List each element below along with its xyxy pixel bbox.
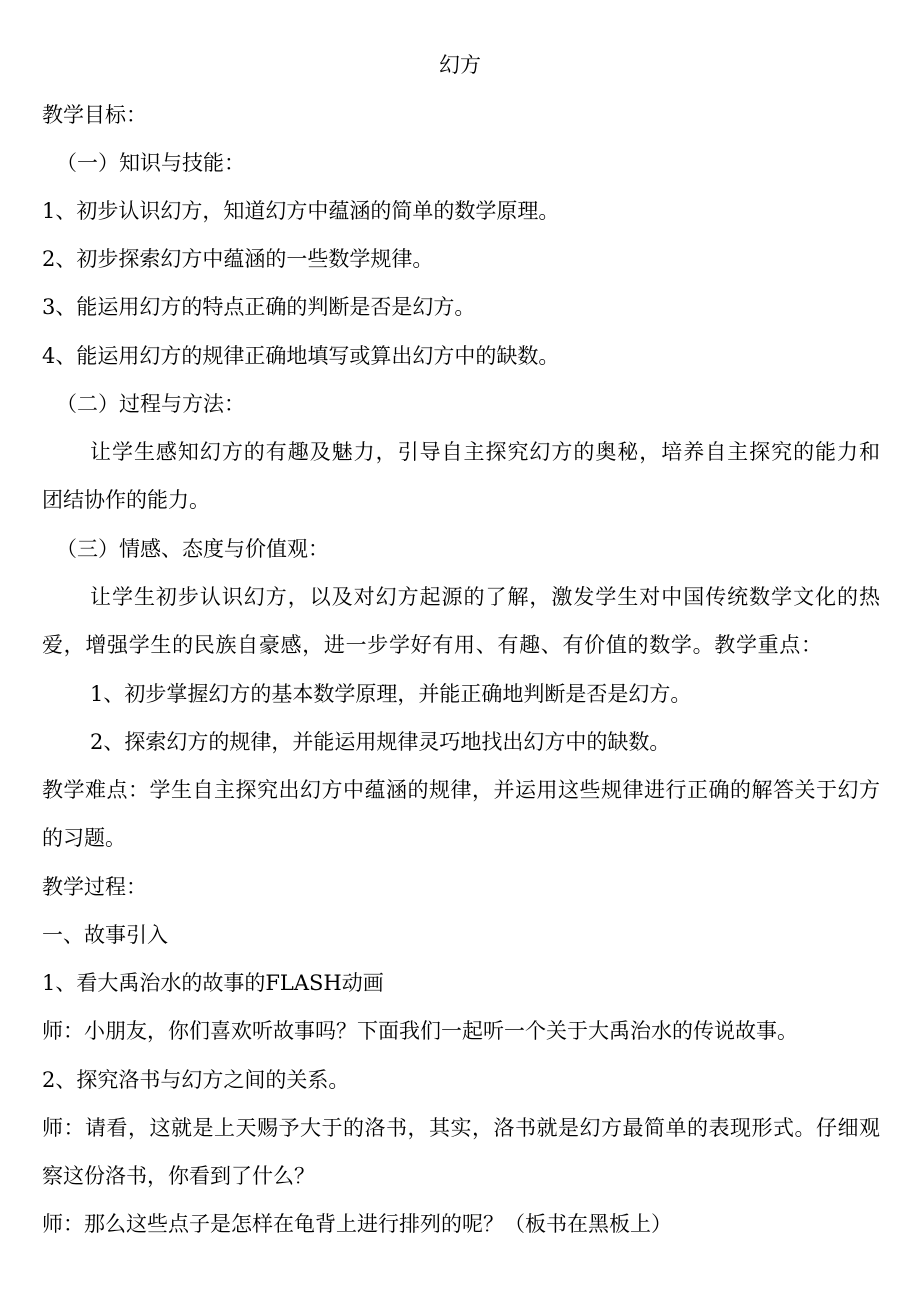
section-teaching-process: 教学过程：	[42, 875, 147, 899]
paragraph-emotion-line-1: 让学生初步认识幻方，以及对幻方起源的了解，激发学生对中国传统数学文化的热	[90, 585, 880, 609]
step-story-intro: 一、故事引入	[42, 923, 168, 947]
paragraph-process-line-1: 让学生感知幻方的有趣及魅力，引导自主探究幻方的奥秘，培养自主探究的能力和	[90, 440, 880, 464]
key-point-2: 2、探索幻方的规律，并能运用规律灵巧地找出幻方中的缺数。	[90, 730, 671, 754]
difficulty-line-1: 教学难点：学生自主探究出幻方中蕴涵的规律，并运用这些规律进行正确的解答关于幻方	[42, 778, 880, 802]
goal-item-1: 1、初步认识幻方，知道幻方中蕴涵的简单的数学原理。	[42, 199, 560, 223]
teacher-line-1: 师：小朋友，你们喜欢听故事吗？下面我们一起听一个关于大禹治水的传说故事。	[42, 1019, 798, 1043]
teacher-line-3: 师：那么这些点子是怎样在龟背上进行排列的呢？（板书在黑板上）	[42, 1212, 672, 1236]
document-title: 幻方	[439, 53, 481, 77]
goal-item-2: 2、初步探索幻方中蕴涵的一些数学规律。	[42, 247, 434, 271]
paragraph-emotion-line-2: 爱，增强学生的民族自豪感，进一步学好有用、有趣、有价值的数学。教学重点：	[42, 633, 822, 657]
subsection-knowledge-skills: （一）知识与技能：	[56, 151, 245, 175]
paragraph-process-line-2: 团结协作的能力。	[42, 488, 210, 512]
step-2-luoshu: 2、探究洛书与幻方之间的关系。	[42, 1068, 350, 1092]
subsection-process-method: （二）过程与方法：	[56, 392, 245, 416]
teacher-line-2a: 师：请看，这就是上天赐予大于的洛书，其实，洛书就是幻方最简单的表现形式。仔细观	[42, 1116, 880, 1140]
key-point-1: 1、初步掌握幻方的基本数学原理，并能正确地判断是否是幻方。	[90, 682, 692, 706]
difficulty-line-2: 的习题。	[42, 826, 126, 850]
section-teaching-goals: 教学目标：	[42, 103, 147, 127]
subsection-emotion-values: （三）情感、态度与价值观：	[56, 537, 329, 561]
goal-item-3: 3、能运用幻方的特点正确的判断是否是幻方。	[42, 295, 476, 319]
teacher-line-2b: 察这份洛书，你看到了什么？	[42, 1164, 315, 1188]
goal-item-4: 4、能运用幻方的规律正确地填写或算出幻方中的缺数。	[42, 344, 560, 368]
step-1-flash-animation: 1、看大禹治水的故事的FLASH动画	[42, 971, 384, 995]
